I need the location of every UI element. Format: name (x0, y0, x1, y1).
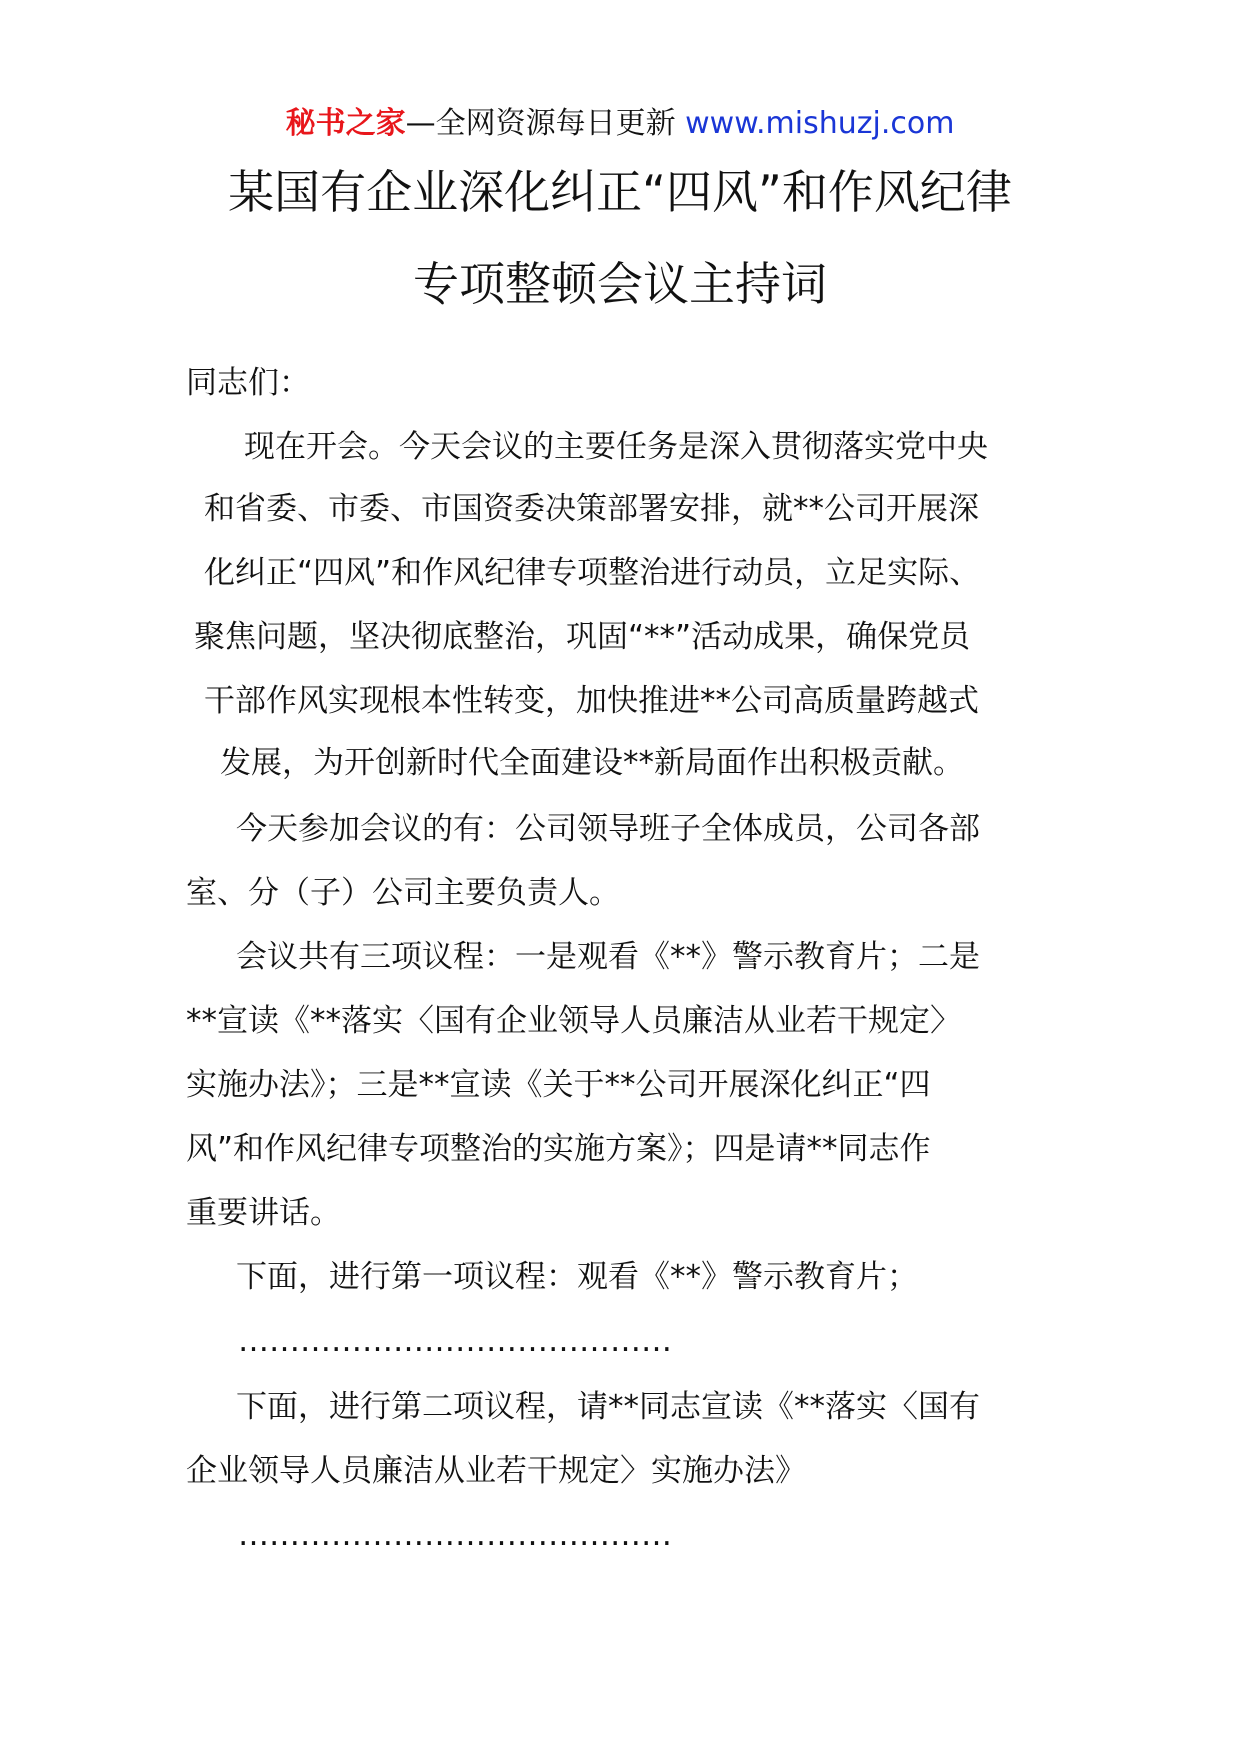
paragraph-2-line: 室、分（子）公司主要负责人。 (186, 875, 620, 911)
document-title-line-2: 专项整顿会议主持词 (413, 257, 827, 311)
paragraph-1-line: 和省委、市委、市国资委决策部署安排，就**公司开展深 (204, 491, 979, 527)
paragraph-1-line: 现在开会。今天会议的主要任务是深入贯彻落实党中央 (244, 429, 988, 465)
paragraph-1-line: 干部作风实现根本性转变，加快推进**公司高质量跨越式 (204, 683, 979, 719)
ellipsis-separator: …………………………………… (238, 1323, 672, 1359)
agenda-item-2-line: 企业领导人员廉洁从业若干规定〉实施办法》 (186, 1453, 806, 1489)
paragraph-3-line: 风”和作风纪律专项整治的实施方案》；四是请**同志作 (186, 1131, 931, 1167)
agenda-item-2-line: 下面，进行第二项议程，请**同志宣读《**落实〈国有 (236, 1389, 980, 1425)
document-title-line-1: 某国有企业深化纠正“四风”和作风纪律 (228, 165, 1012, 219)
salutation: 同志们： (186, 365, 310, 401)
paragraph-1-line: 发展，为开创新时代全面建设**新局面作出积极贡献。 (220, 745, 964, 781)
site-header (0, 104, 1240, 144)
paragraph-3-line: 重要讲话。 (186, 1195, 341, 1231)
brand-name: 秘书之家 (285, 106, 406, 141)
paragraph-3-line: 会议共有三项议程：一是观看《**》警示教育片；二是 (236, 939, 980, 975)
paragraph-2-line: 今天参加会议的有：公司领导班子全体成员，公司各部 (236, 811, 980, 847)
ellipsis-separator: …………………………………… (238, 1517, 672, 1553)
paragraph-3-line: 实施办法》；三是**宣读《关于**公司开展深化纠正“四 (186, 1067, 931, 1103)
agenda-item-1: 下面，进行第一项议程：观看《**》警示教育片； (236, 1259, 918, 1295)
site-url-link[interactable]: www.mishuzj.com (685, 106, 955, 141)
paragraph-3-line: **宣读《**落实〈国有企业领导人员廉洁从业若干规定〉 (186, 1003, 961, 1039)
paragraph-1-line: 聚焦问题，坚决彻底整治，巩固“**”活动成果，确保党员 (194, 619, 971, 655)
paragraph-1-line: 化纠正“四风”和作风纪律专项整治进行动员，立足实际、 (204, 555, 981, 591)
header-slogan: —全网资源每日更新 (405, 106, 686, 141)
